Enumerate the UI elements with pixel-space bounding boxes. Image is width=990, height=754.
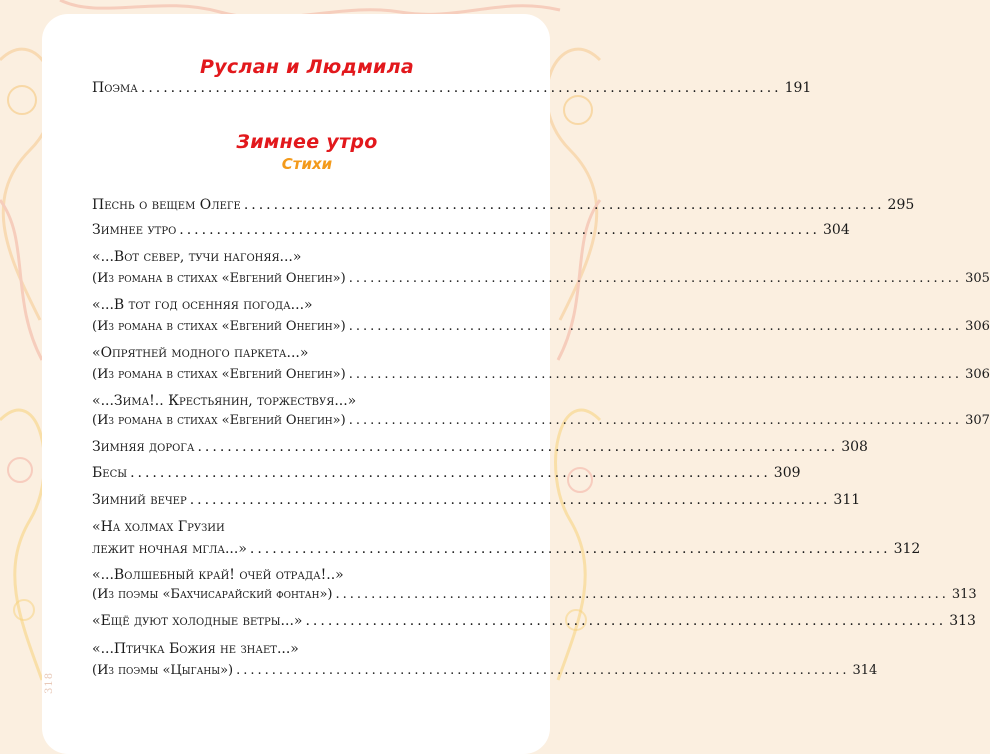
toc-leader: ...................................................................................... [348,319,963,334]
toc-entry-first-line: «На холмах Грузии [92,519,225,535]
toc-leader: ...................................................................................... [179,222,820,238]
toc-leader: ...................................................................................... [348,271,963,286]
toc-page-number: 295 [887,197,915,213]
toc-entry[interactable] [92,364,990,386]
toc-entry-title: (Из поэмы «Бахчисарайский фонтан») [92,587,333,602]
toc-leader: ...................................................................................... [249,541,891,557]
toc-entry-first-line: «...Вот север, тучи нагоняя...» [92,249,302,265]
toc-page-number: 313 [951,587,977,602]
toc-entry[interactable] [92,77,812,99]
section2-subtitle: Стихи [281,155,333,173]
toc-entry-title: Зимняя дорога [92,439,195,455]
toc-page-number: 306 [965,367,990,382]
toc-page-number: 313 [949,613,976,629]
toc-page-number: 312 [893,541,921,557]
toc-leader: ...................................................................................... [197,439,839,455]
toc-entry-title: (Из романа в стихах «Евгений Онегин») [92,413,346,428]
toc-page-number: 307 [965,413,990,428]
toc-leader: ...................................................................................... [348,367,963,382]
toc-entry[interactable] [92,316,990,338]
toc-entry-title: Зимнее утро [92,222,177,238]
section2-title: Зимнее утро [236,131,378,153]
toc-entry[interactable] [92,489,861,511]
toc-entry[interactable] [92,660,878,682]
toc-entry[interactable] [92,194,915,216]
toc-leader: ...................................................................................... [243,197,885,213]
toc-entry[interactable] [92,410,990,432]
toc-leader: ...................................................................................... [140,80,782,96]
toc-page-number: 309 [773,465,801,481]
toc-leader: ...................................................................................... [348,413,963,428]
toc-entry[interactable] [92,462,801,484]
toc-entry-title: (Из романа в стихах «Евгений Онегин») [92,271,346,286]
toc-entry-first-line: «...В тот год осенняя погода...» [92,297,313,313]
toc-entry-title: Зимний вечер [92,492,187,508]
toc-entry-title: Песнь о вещем Олеге [92,197,241,213]
toc-entry-title: Бесы [92,465,128,481]
toc-entry-title: Поэма [92,80,138,96]
toc-entry[interactable] [92,538,921,560]
toc-page-number: 314 [852,663,878,678]
toc-page-number: 308 [841,439,868,455]
toc-entry-first-line: «...Зима!.. Крестьянин, торжествуя...» [92,393,357,409]
toc-entry-title: (Из поэмы «Цыганы») [92,663,234,678]
toc-entry[interactable] [92,219,850,241]
toc-entry[interactable] [92,610,976,632]
toc-entry[interactable] [92,584,977,606]
toc-leader: ...................................................................................... [130,465,771,481]
toc-entry-title: (Из романа в стихах «Евгений Онегин») [92,367,346,382]
toc-entry[interactable] [92,268,990,290]
toc-entry-first-line: «...Волшебный край! очей отрада!..» [92,567,344,583]
toc-entry-first-line: «...Птичка Божия не знает...» [92,641,299,657]
corner-page-number: 318 [44,671,55,694]
toc-page-number: 306 [965,319,990,334]
toc-page-number: 304 [823,222,850,238]
toc-leader: ...................................................................................... [236,663,850,678]
section1-title: Руслан и Людмила [200,56,414,78]
toc-page-number: 191 [784,80,812,96]
toc-leader: ...................................................................................... [189,492,831,508]
toc-entry-title: (Из романа в стихах «Евгений Онегин») [92,319,346,334]
toc-entry-title: «Ещё дуют холодные ветры...» [92,613,303,629]
toc-page-number: 305 [965,271,990,286]
toc-leader: ...................................................................................... [335,587,949,602]
toc-entry-title: лежит ночная мгла...» [92,541,247,557]
toc-leader: ...................................................................................... [305,613,947,629]
toc-entry[interactable] [92,436,868,458]
toc-page-number: 311 [833,492,861,508]
toc-entry-first-line: «Опрятней модного паркета...» [92,345,309,361]
